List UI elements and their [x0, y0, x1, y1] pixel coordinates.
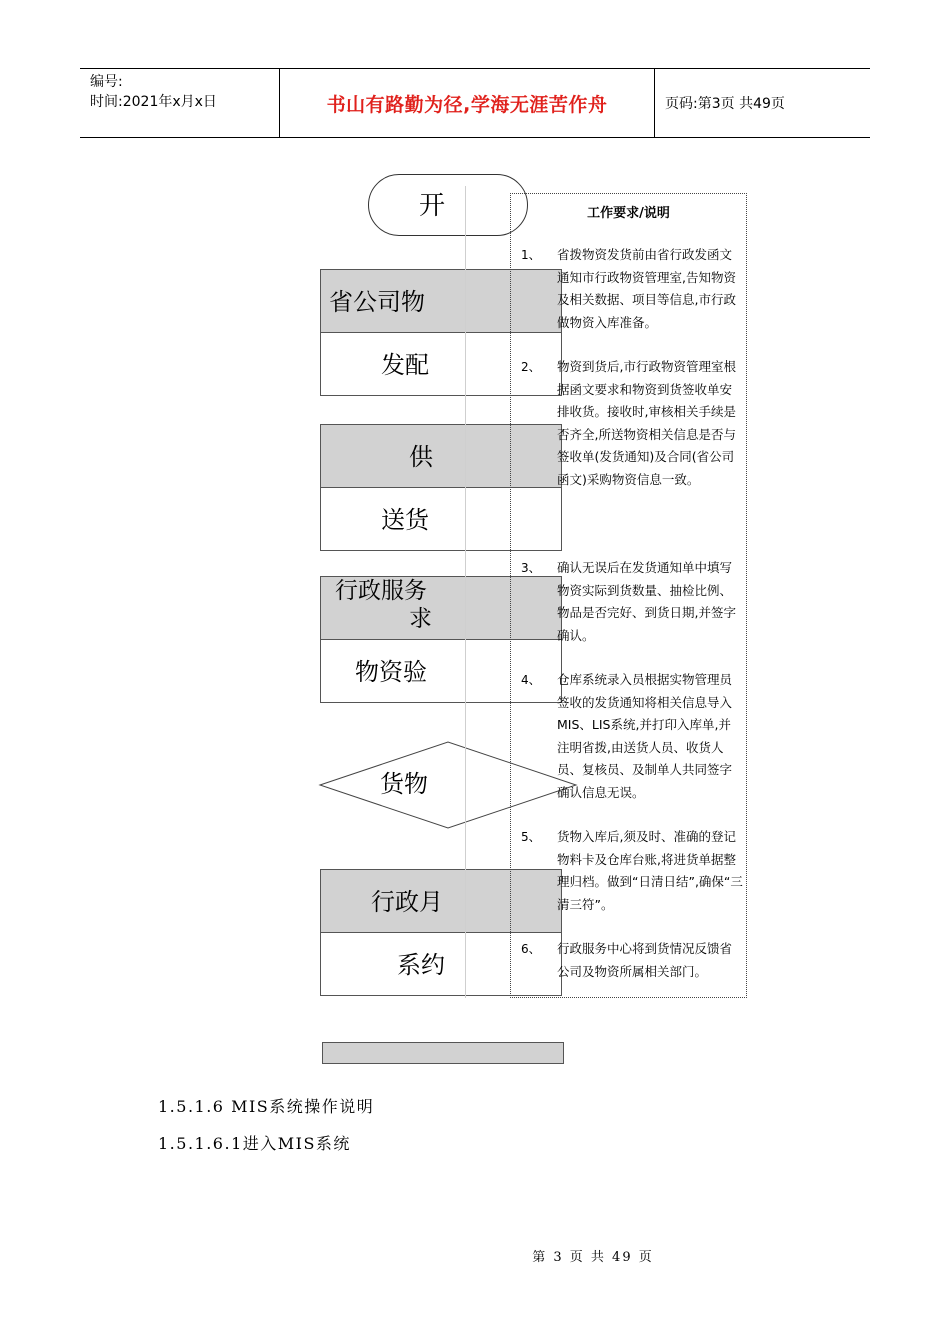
- requirement-text: 省拨物资发货前由省行政发函文通知市行政物资管理室,告知物资及相关数据、项目等信息,市行政做物资入库准备。: [557, 247, 736, 330]
- flow-step-1-title: 省公司物: [321, 270, 561, 333]
- work-requirements-panel: [510, 193, 747, 998]
- flow-step-4-title: 行政月: [321, 870, 561, 933]
- flow-start-terminal: 开: [368, 174, 528, 236]
- requirement-number: 4、: [521, 673, 541, 687]
- footer-page-number: 第 3 页 共 49 页: [532, 1250, 654, 1265]
- flow-decision-label: 货物: [380, 770, 428, 798]
- flow-step-3-title-line2: 求: [409, 606, 432, 632]
- header-page-info: 页码:第3页 共49页: [665, 96, 785, 112]
- flow-step-4-detail: 系约: [321, 933, 561, 995]
- page-footer: [0, 1246, 950, 1265]
- requirement-item-4: [521, 669, 743, 804]
- requirement-text: 行政服务中心将到货情况反馈省公司及物资所属相关部门。: [557, 941, 733, 979]
- flow-step-3-detail: 物资验: [321, 640, 561, 702]
- flow-step-5-partial: [322, 1042, 564, 1064]
- requirement-number: 2、: [521, 360, 541, 374]
- time-label: 时间:2021年x月x日: [90, 94, 217, 110]
- requirement-item-2: [521, 356, 743, 491]
- divider-line: [465, 186, 466, 998]
- requirement-number: 1、: [521, 248, 541, 262]
- requirement-number: 3、: [521, 561, 541, 575]
- page-header: [80, 68, 870, 138]
- requirement-item-3: [521, 557, 743, 647]
- header-motto: 书山有路勤为径,学海无涯苦作舟: [280, 69, 655, 137]
- flow-step-2-detail: 送货: [321, 488, 561, 550]
- requirement-item-1: [521, 244, 743, 334]
- flowchart: [318, 170, 446, 1055]
- requirements-title: 工作要求/说明: [587, 206, 670, 221]
- requirement-number: 5、: [521, 830, 541, 844]
- flow-step-2-title: 供: [321, 425, 561, 488]
- requirement-item-6: [521, 938, 743, 983]
- requirement-text: 物资到货后,市行政物资管理室根据函文要求和物资到货签收单安排收货。接收时,审核相关手续是否齐全,所送物资相关信息是否与签收单(发货通知)及合同(省公司函文)采购物资信息一致。: [557, 359, 736, 487]
- section-heading-enter-mis: 1.5.1.6.1进入MIS系统: [158, 1134, 351, 1153]
- flow-step-1-detail: 发配: [321, 333, 561, 395]
- requirement-number: 6、: [521, 942, 541, 956]
- section-heading-mis: 1.5.1.6 MIS系统操作说明: [158, 1097, 375, 1116]
- requirement-item-5: [521, 826, 743, 916]
- number-label: 编号:: [90, 74, 123, 90]
- requirement-text: 确认无误后在发货通知单中填写物资实际到货数量、抽检比例、物品是否完好、到货日期,并签字确认。: [557, 560, 736, 643]
- requirement-text: 货物入库后,须及时、准确的登记物料卡及仓库台账,将进货单据整理归档。做到“日清日结”,确保“三清三符”。: [557, 829, 743, 912]
- flow-step-3-title-line1: 行政服务: [335, 578, 427, 604]
- requirement-text: 仓库系统录入员根据实物管理员签收的发货通知将相关信息导入MIS、LIS系统,并打印入库单,并注明省拨,由送货人员、收货人员、复核员、及制单人共同签字确认信息无误。: [557, 672, 733, 800]
- header-left-cell: [80, 69, 280, 137]
